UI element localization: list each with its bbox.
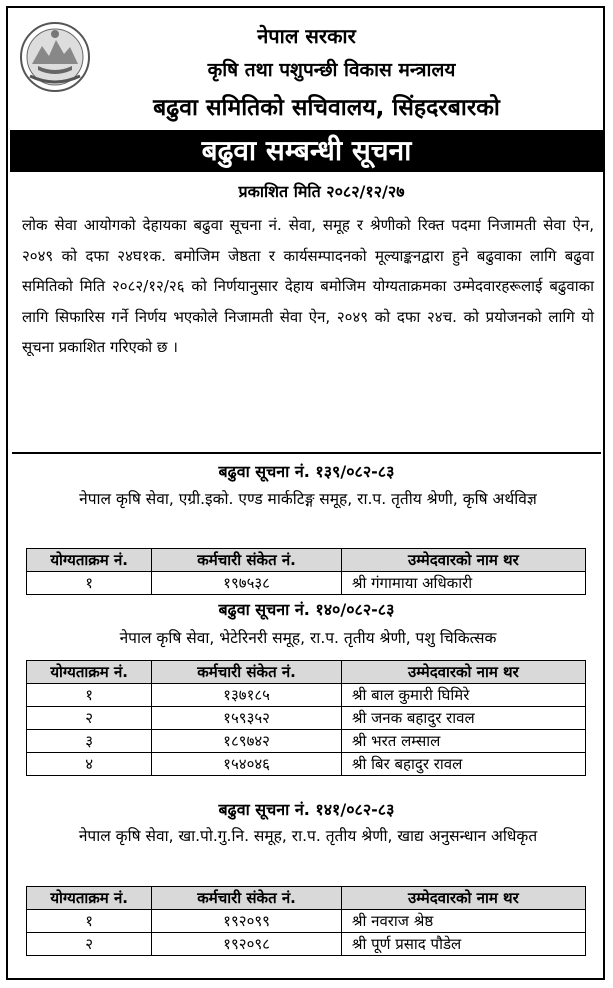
section-description: नेपाल कृषि सेवा, एग्री.इको. एण्ड मार्कटिङ्ग समूह, रा.प. तृतीय श्रेणी, कृषि अर्थविज्ञ [79,490,537,508]
table-header-row [27,549,586,572]
name-cell: श्री बाल कुमारी घिमिरे [341,684,585,707]
section-heading: बढुवा सूचना नं. १३९/०८२-८३ [218,462,395,481]
code-cell: १३७१८५ [152,684,342,707]
code-cell: १९२०९८ [152,933,342,956]
rank-cell: ४ [27,753,152,776]
table-row [27,707,586,730]
table-row [27,753,586,776]
section-divider [12,452,601,454]
column-header-rank: योग्यताक्रम नं. [27,887,152,910]
rank-cell: १ [27,572,152,595]
section-heading: बढुवा सूचना नं. १४०/०८२-८३ [218,600,395,619]
government-name: नेपाल सरकार [257,24,356,48]
code-cell: १९७५३८ [152,572,342,595]
column-header-code: कर्मचारी संकेत नं. [152,661,342,684]
rank-cell: २ [27,707,152,730]
section-description: नेपाल कृषि सेवा, भेटेरिनरी समूह, रा.प. तृतीय श्रेणी, पशु चिकित्सक [119,629,497,647]
notice-title: बढुवा सम्बन्धी सूचना [10,130,603,172]
rank-cell: १ [27,684,152,707]
merit-table [26,660,586,776]
name-cell: श्री बिर बहादुर रावल [341,753,585,776]
column-header-name: उम्मेदवारको नाम थर [341,887,585,910]
column-header-name: उम्मेदवारको नाम थर [341,661,585,684]
section-description: नेपाल कृषि सेवा, खा.पो.गु.नि. समूह, रा.प. तृतीय श्रेणी, खाद्य अनुसन्धान अधिकृत [78,827,538,845]
table-row [27,684,586,707]
code-cell: १८९७४२ [152,730,342,753]
merit-table [26,548,586,595]
name-cell: श्री नवराज श्रेष्ठ [341,910,585,933]
rank-cell: २ [27,933,152,956]
column-header-rank: योग्यताक्रम नं. [27,549,152,572]
name-cell: श्री भरत लम्साल [341,730,585,753]
column-header-name: उम्मेदवारको नाम थर [341,549,585,572]
table-row [27,730,586,753]
section-heading: बढुवा सूचना नं. १४१/०८२-८३ [218,800,395,819]
table-header-row [27,661,586,684]
column-header-rank: योग्यताक्रम नं. [27,661,152,684]
code-cell: १९२०९९ [152,910,342,933]
table-row [27,933,586,956]
column-header-code: कर्मचारी संकेत नं. [152,887,342,910]
table-header-row [27,887,586,910]
code-cell: १५४०४६ [152,753,342,776]
ministry-name: कृषि तथा पशुपन्छी विकास मन्त्रालय [207,59,456,81]
secretariat-name: बढुवा समितिको सचिवालय, सिंहदरबारको [153,95,500,121]
published-date: प्रकाशित मिति २०८२/१२/२७ [238,182,405,201]
code-cell: १५९३५२ [152,707,342,730]
rank-cell: १ [27,910,152,933]
rank-cell: ३ [27,730,152,753]
name-cell: श्री गंगामाया अधिकारी [341,572,585,595]
merit-table [26,886,586,956]
notice-body: लोक सेवा आयोगको देहायका बढुवा सूचना नं. सेवा, समूह र श्रेणीको रिक्त पदमा निजामती सेवा ऐन, २०४९ को दफा २४घ१क. बमोजिम जेष्ठता र कार्यसम्पादनको मूल्याङ्कनद्वारा हुने बढुवाका लागि बढुवा समितिको मिति २०८२/१२/२६ को निर्णयानुसार देहाय बमोजिम योग्यताक्रमका उम्मेदवारहरूलाई बढुवाका लागि सिफारिस गर्ने निर्णय भएकोले निजामती सेवा ऐन, २०४९ को दफा २४च. को प्रयोजनको लागि यो सूचना प्रकाशित गरिएको छ । [22,216,594,356]
column-header-code: कर्मचारी संकेत नं. [152,549,342,572]
table-row [27,572,586,595]
table-row [27,910,586,933]
name-cell: श्री जनक बहादुर रावल [341,707,585,730]
name-cell: श्री पूर्ण प्रसाद पौडेल [341,933,585,956]
